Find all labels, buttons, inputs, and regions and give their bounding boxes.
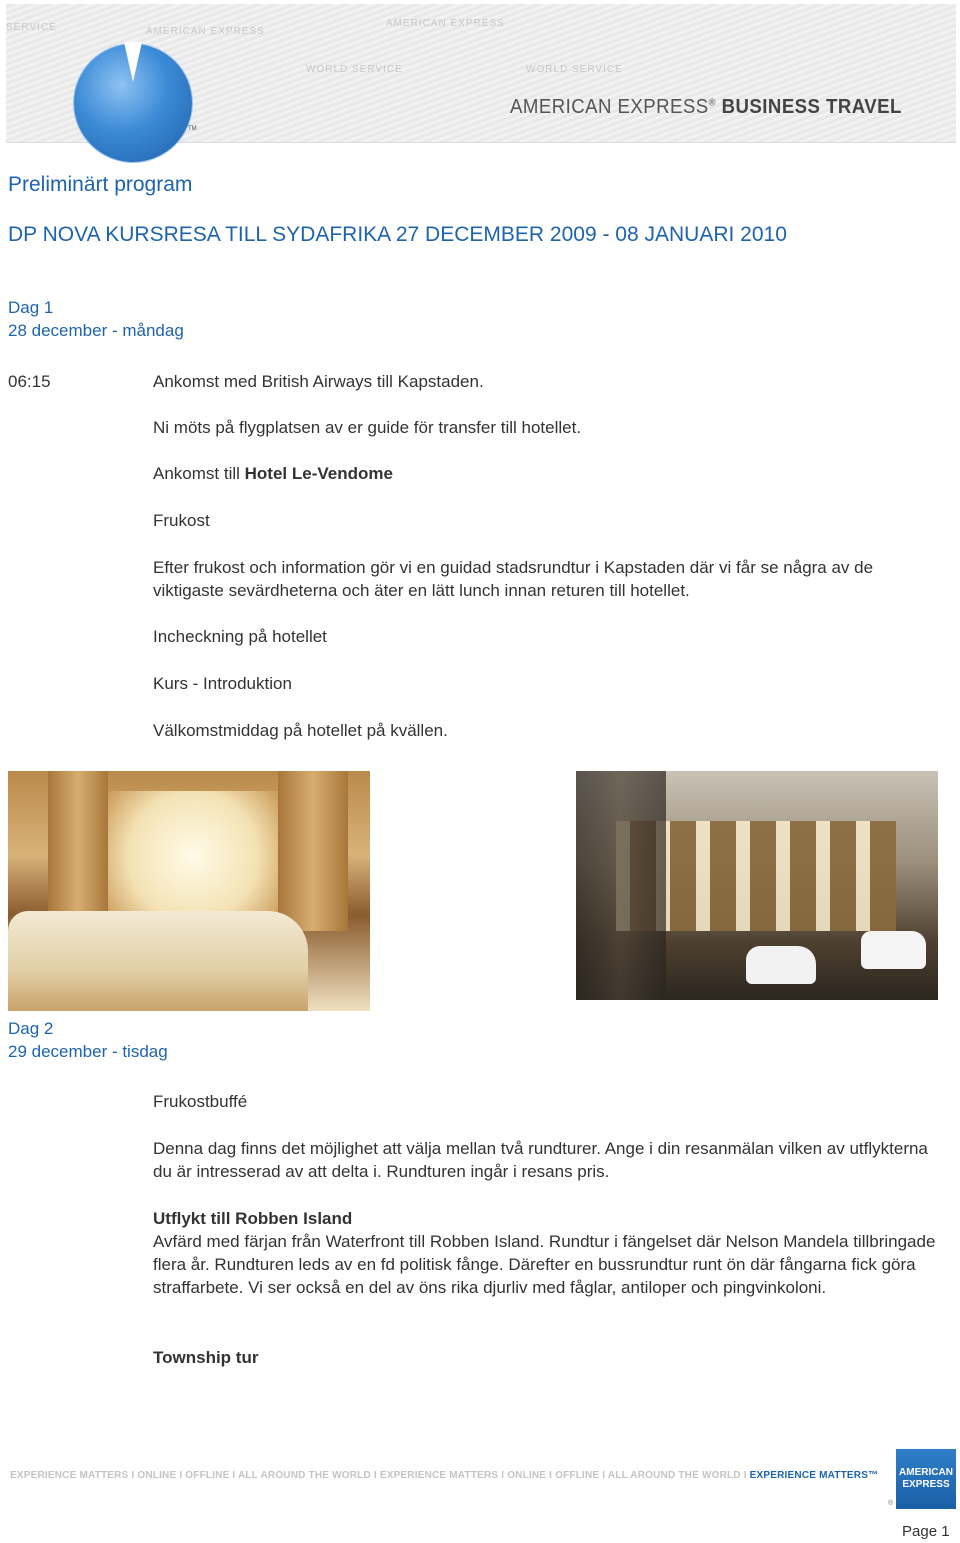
watermark-text: WORLD SERVICE <box>526 64 623 75</box>
trip-title: DP NOVA KURSRESA TILL SYDAFRIKA 27 DECEMBER 2009 - 08 JANUARI 2010 <box>8 223 787 246</box>
footer-registered: ® <box>888 1500 894 1507</box>
excursion-robben-island-title: Utflykt till Robben Island <box>153 1209 353 1228</box>
day2-choice: Denna dag finns det möjlighet att välja mellan två rundturer. Ange i din resanmälan vilken av utflykterna du är intresserad av att delta i. Rundturen ingår i resans pris. <box>153 1139 928 1181</box>
watermark-text: WORLD SERVICE <box>306 64 403 75</box>
amex-logo-icon <box>896 1449 956 1509</box>
day2-label: Dag 2 <box>8 1019 54 1038</box>
hotel-arrival-prefix: Ankomst till <box>153 464 245 483</box>
watermark-text: AMERICAN EXPRESS <box>386 18 505 29</box>
hotel-room-photo <box>8 771 370 1011</box>
brand-wordmark <box>510 96 902 119</box>
brand-name: AMERICAN EXPRESS <box>510 96 709 118</box>
hotel-name: Hotel Le-Vendome <box>244 464 393 483</box>
hotel-exterior-photo <box>576 771 938 1000</box>
trademark-mark: TM <box>188 126 197 132</box>
day2-date: 29 december - tisdag <box>8 1042 168 1061</box>
day1-city-tour: Efter frukost och information gör vi en guidad stadsrundtur i Kapstaden där vi får se några av de viktigaste sevärdheterna och äter en lätt lunch innan returen till hotellet. <box>153 558 874 600</box>
globe-logo-icon <box>74 44 192 162</box>
amex-logo-line2: EXPRESS <box>902 1479 950 1490</box>
day1-time: 06:15 <box>8 372 51 391</box>
footer-tagline <box>10 1470 890 1486</box>
day1-arrival: Ankomst med British Airways till Kapstaden. <box>153 372 484 391</box>
excursion-robben-island-text: Avfärd med färjan från Waterfront till Robben Island. Rundtur i fängelset där Nelson Mandela tillbringade flera år. Rundturen leds av en fd politisk fånge. Därefter en bussrundtur runt ön där fångarna fick göra straffarbete. Vi ser också en del av öns rika djurliv med fåglar, antiloper och pingvinkoloni. <box>153 1232 936 1297</box>
footer-tagline-blue: EXPERIENCE MATTERS <box>749 1470 869 1481</box>
day1-hotel-arrival <box>153 462 943 485</box>
day1-course: Kurs - Introduktion <box>153 674 292 693</box>
day1-meet: Ni möts på flygplatsen av er guide för transfer till hotellet. <box>153 418 582 437</box>
day2-breakfast: Frukostbuffé <box>153 1092 248 1111</box>
watermark-text: AMERICAN EXPRESS <box>146 26 265 37</box>
day1-breakfast: Frukost <box>153 511 210 530</box>
brand-registered: ® <box>708 97 716 109</box>
brand-business-travel: BUSINESS TRAVEL <box>721 96 902 118</box>
excursion-township-title: Township tur <box>153 1348 259 1367</box>
page-title: Preliminärt program <box>8 173 193 196</box>
day1-date: 28 december - måndag <box>8 321 184 340</box>
day1-label: Dag 1 <box>8 298 54 317</box>
watermark-text: SERVICE <box>6 22 57 33</box>
footer-tagline-tm: ™ <box>868 1470 879 1481</box>
amex-logo-line1: AMERICAN <box>899 1467 953 1478</box>
page-number: Page 1 <box>902 1523 950 1540</box>
day1-dinner: Välkomstmiddag på hotellet på kvällen. <box>153 721 448 740</box>
footer-tagline-grey: EXPERIENCE MATTERS I ONLINE I OFFLINE I ALL AROUND THE WORLD I EXPERIENCE MATTERS I ONLINE I OFFLINE I ALL AROUND THE WORLD I <box>10 1470 750 1481</box>
day1-checkin: Incheckning på hotellet <box>153 627 327 646</box>
